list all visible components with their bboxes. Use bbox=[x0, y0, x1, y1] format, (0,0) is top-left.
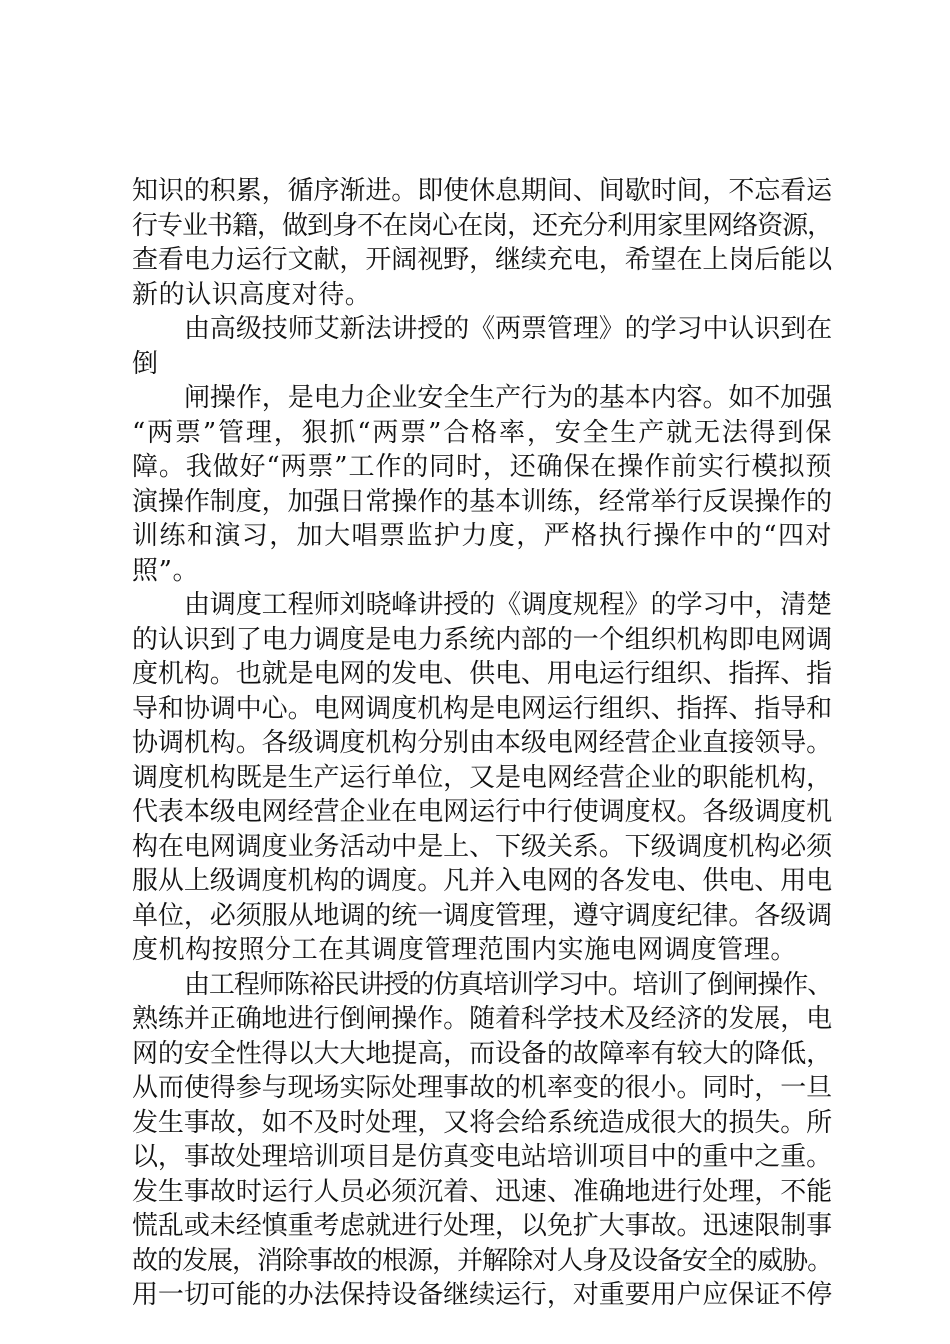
text-line: 闸操作，是电力企业安全生产行为的基本内容。如不加强 bbox=[184, 383, 832, 413]
text-line: 慌乱或未经慎重考虑就进行处理，以免扩大事故。迅速限制事 bbox=[132, 1211, 832, 1241]
text-line: 网的安全性得以大大地提高，而设备的故障率有较大的降低， bbox=[132, 1038, 832, 1069]
text-line: 服从上级调度机构的调度。凡并入电网的各发电、供电、用电 bbox=[132, 866, 832, 896]
text-line: 演操作制度，加强日常操作的基本训练，经常举行反误操作的 bbox=[132, 486, 832, 517]
text-line: 用一切可能的办法保持设备继续运行，对重要用户应保证不停 bbox=[132, 1280, 832, 1310]
text-line: 构在电网调度业务活动中是上、下级关系。下级调度机构必须 bbox=[132, 831, 832, 862]
text-line: 以，事故处理培训项目是仿真变电站培训项目中的重中之重。 bbox=[132, 1142, 832, 1172]
text-line: 单位，必须服从地调的统一调度管理，遵守调度纪律。各级调 bbox=[132, 900, 832, 931]
document-body-text bbox=[132, 174, 832, 1313]
text-line: 协调机构。各级调度机构分别由本级电网经营企业直接领导。 bbox=[132, 728, 832, 758]
text-line: 发生事故，如不及时处理，又将会给系统造成很大的损失。所 bbox=[132, 1107, 832, 1138]
text-line: 训练和演习，加大唱票监护力度，严格执行操作中的“四对 bbox=[132, 521, 832, 551]
text-line: 倒 bbox=[132, 348, 159, 379]
text-line: 发生事故时运行人员必须沉着、迅速、准确地进行处理，不能 bbox=[132, 1176, 832, 1207]
text-line: 由调度工程师刘晓峰讲授的《调度规程》的学习中，清楚 bbox=[184, 590, 832, 620]
text-line: 知识的积累，循序渐进。即使休息期间、间歇时间，不忘看运 bbox=[132, 176, 832, 206]
text-line: 故的发展，消除事故的根源，并解除对人身及设备安全的威胁。 bbox=[132, 1245, 832, 1276]
text-line: 查看电力运行文献，开阔视野，继续充电，希望在上岗后能以 bbox=[132, 245, 832, 275]
text-line: 的认识到了电力调度是电力系统内部的一个组织机构即电网调 bbox=[132, 624, 832, 655]
text-line: 度机构。也就是电网的发电、供电、用电运行组织、指挥、指 bbox=[132, 659, 832, 689]
text-line: 行专业书籍，做到身不在岗心在岗，还充分利用家里网络资源， bbox=[132, 210, 832, 241]
text-line: 新的认识高度对待。 bbox=[132, 279, 372, 310]
text-line: 导和协调中心。电网调度机构是电网运行组织、指挥、指导和 bbox=[132, 693, 832, 724]
text-line: 从而使得参与现场实际处理事故的机率变的很小。同时，一旦 bbox=[132, 1073, 832, 1103]
text-line: 照”。 bbox=[132, 555, 200, 586]
text-line: 度机构按照分工在其调度管理范围内实施电网调度管理。 bbox=[132, 935, 798, 965]
text-line: 熟练并正确地进行倒闸操作。随着科学技术及经济的发展，电 bbox=[132, 1004, 832, 1034]
text-line: “两票”管理，狠抓“两票”合格率，安全生产就无法得到保 bbox=[132, 417, 832, 448]
text-line: 由高级技师艾新法讲授的《两票管理》的学习中认识到在 bbox=[184, 314, 832, 344]
text-line: 障。我做好“两票”工作的同时，还确保在操作前实行模拟预 bbox=[132, 452, 832, 482]
text-line: 由工程师陈裕民讲授的仿真培训学习中。培训了倒闸操作、 bbox=[184, 969, 832, 1000]
text-line: 调度机构既是生产运行单位，又是电网经营企业的职能机构， bbox=[132, 762, 832, 793]
text-line: 代表本级电网经营企业在电网运行中行使调度权。各级调度机 bbox=[132, 797, 832, 827]
